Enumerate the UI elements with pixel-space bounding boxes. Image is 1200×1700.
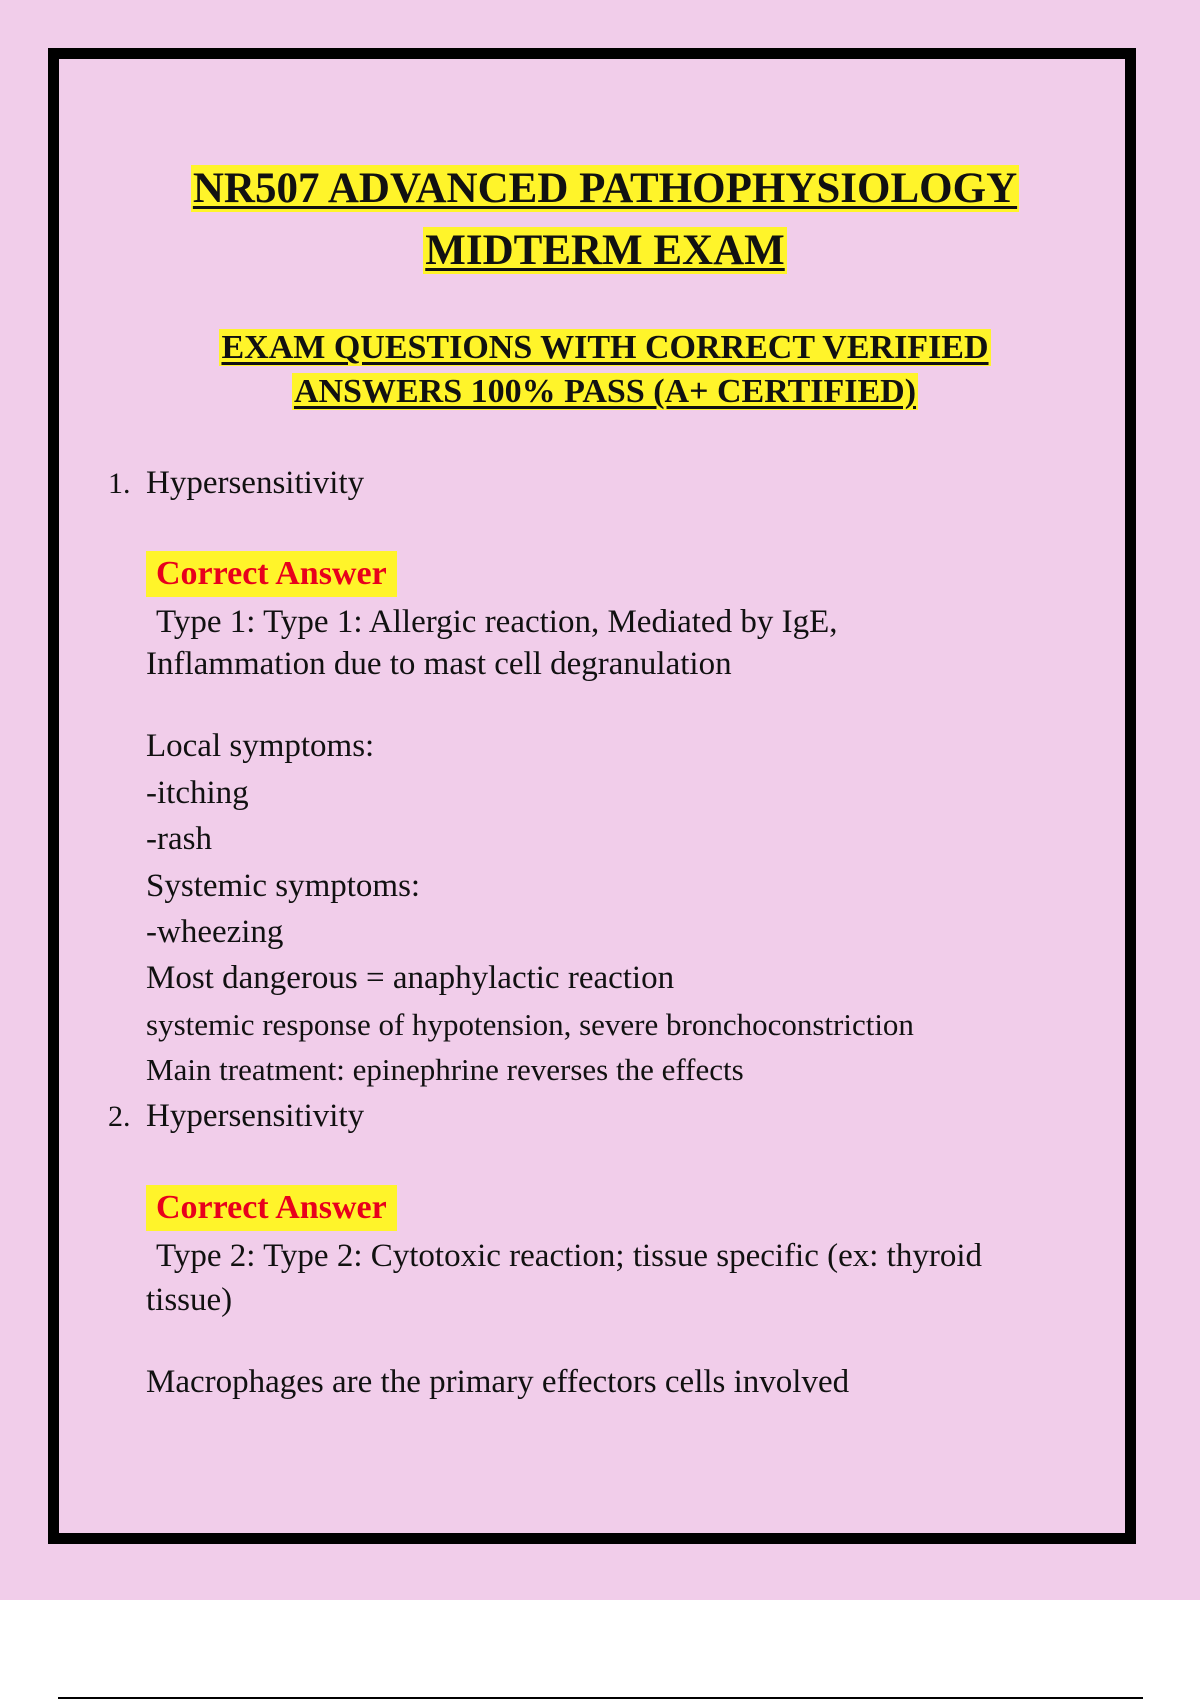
title-line-2: MIDTERM EXAM xyxy=(425,227,785,274)
question-2-answer-line: Macrophages are the primary effectors cells involved xyxy=(146,1364,850,1400)
question-1-answer-line: Inflammation due to mast cell degranulation xyxy=(146,646,732,682)
document-subtitle-continued xyxy=(60,370,1150,414)
question-1-answer-line: -wheezing xyxy=(146,914,284,950)
question-2-answer-label: Correct Answer xyxy=(146,1185,397,1231)
question-1-answer-line: Type 1: Type 1: Allergic reaction, Mediated by IgE, xyxy=(156,604,838,640)
question-1-answer-line: Main treatment: epinephrine reverses the effects xyxy=(146,1052,744,1087)
question-1-answer-line: Systemic symptoms: xyxy=(146,868,421,904)
question-1-answer-label: Correct Answer xyxy=(146,551,397,597)
document-subtitle xyxy=(60,326,1150,370)
question-1-text: Hypersensitivity xyxy=(146,465,365,501)
question-2-answer-line: tissue) xyxy=(146,1282,233,1318)
subtitle-line-2: ANSWERS 100% PASS (A+ CERTIFIED) xyxy=(293,373,917,410)
question-1-answer-line: systemic response of hypotension, severe bronchoconstriction xyxy=(146,1007,914,1042)
question-2-text: Hypersensitivity xyxy=(146,1098,365,1134)
subtitle-line-1: EXAM QUESTIONS WITH CORRECT VERIFIED xyxy=(221,329,989,366)
document-title xyxy=(60,158,1150,220)
footer-divider xyxy=(58,1697,1143,1699)
question-1-answer-line: Local symptoms: xyxy=(146,728,375,764)
document-title-continued xyxy=(60,220,1150,282)
question-1-answer-line: -itching xyxy=(146,775,249,811)
question-1-answer-line: -rash xyxy=(146,821,212,857)
question-1-answer-line: Most dangerous = anaphylactic reaction xyxy=(146,960,675,996)
question-2-number: 2. xyxy=(108,1100,131,1133)
question-2-answer-line: Type 2: Type 2: Cytotoxic reaction; tissue specific (ex: thyroid xyxy=(156,1238,982,1274)
question-1-number: 1. xyxy=(108,467,131,500)
title-line-1: NR507 ADVANCED PATHOPHYSIOLOGY xyxy=(192,165,1018,212)
